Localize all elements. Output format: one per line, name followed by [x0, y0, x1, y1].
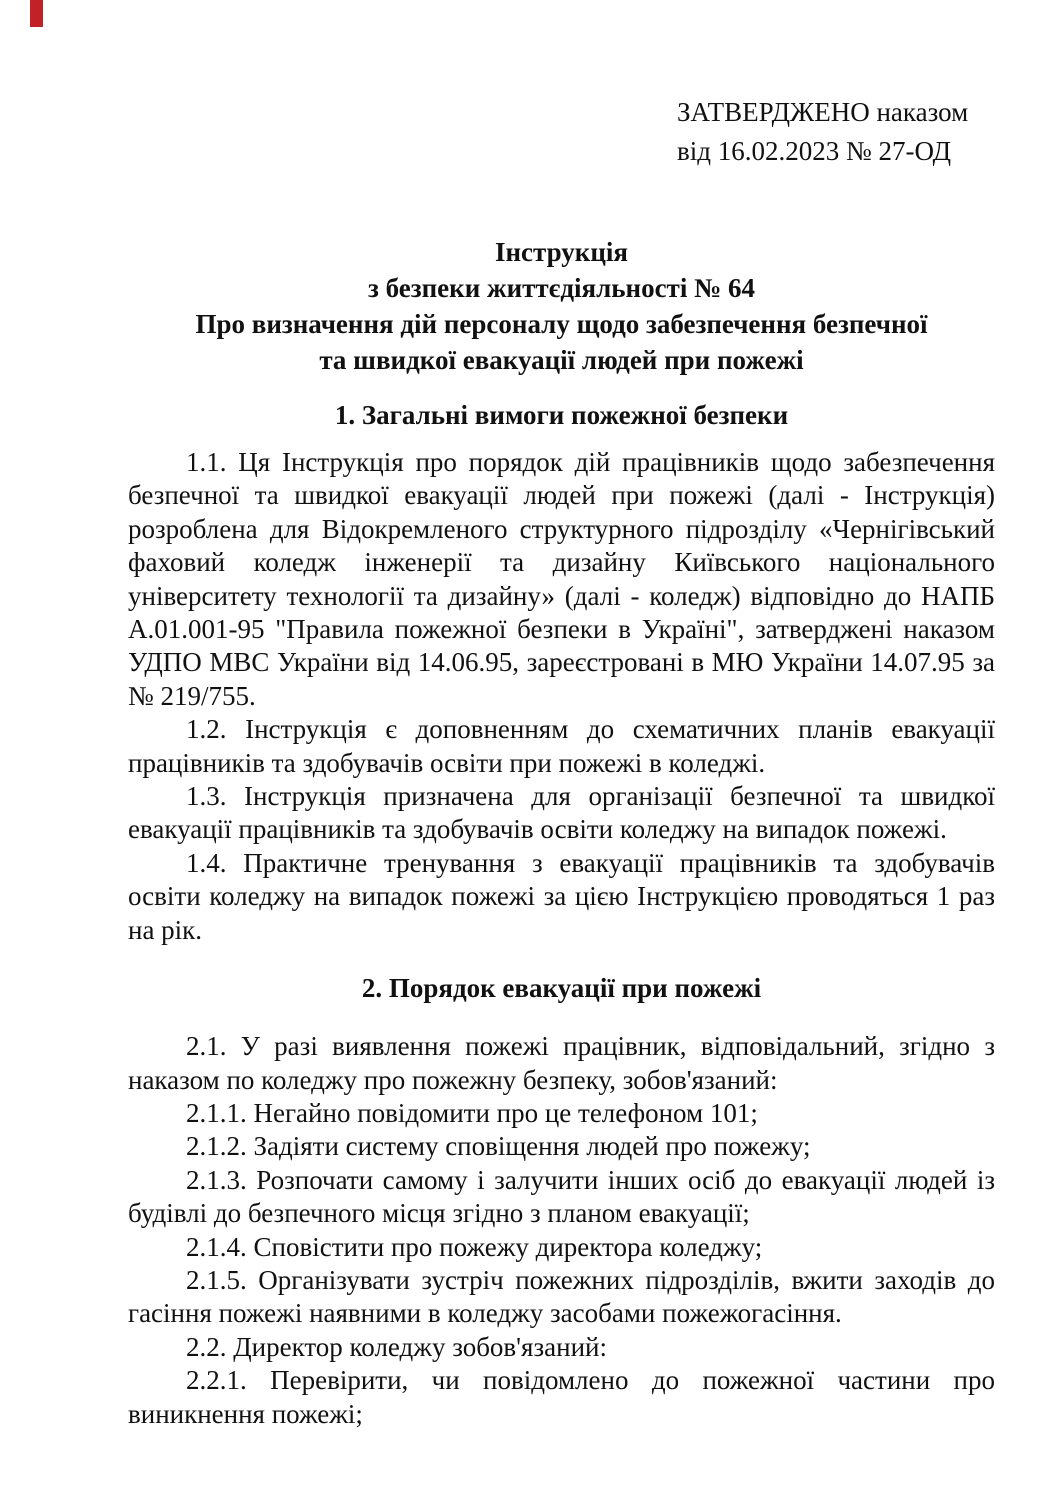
paragraph-2-2: 2.2. Директор коледжу зобов'язаний: — [186, 1331, 607, 1362]
section-1-heading: 1. Загальні вимоги пожежної безпеки — [334, 400, 789, 430]
red-corner-marker — [30, 0, 43, 27]
paragraph-2-1-1: 2.1.1. Негайно повідомити про це телефоном 101; — [186, 1097, 758, 1128]
paragraph-2-1-5: 2.1.5. Організувати зустріч пожежних підрозділів, вжити заходів до гасіння пожежі наявними в коледжу засобами пожежогасіння. — [128, 1264, 995, 1329]
section-2-heading: 2. Порядок евакуації при пожежі — [361, 973, 762, 1004]
paragraph-2-1-3: 2.1.3. Розпочати самому і залучити інших осіб до евакуації людей із будівлі до безпечного місця згідно з планом евакуації; — [128, 1164, 995, 1229]
paragraph-2-1-4: 2.1.4. Сповістити про пожежу директора коледжу; — [186, 1231, 763, 1262]
paragraph-2-2-1: 2.2.1. Перевірити, чи повідомлено до пожежної частини про виникнення пожежі; — [128, 1365, 995, 1429]
paragraph-1-3: 1.3. Інструкція призначена для організації безпечної та швидкої евакуації працівників та здобувачів освіти коледжу на випадок пожежі. — [128, 781, 995, 845]
title-line-3: Про визначення дій персоналу щодо забезпечення безпечної — [195, 309, 928, 339]
title-line-4: та швидкої евакуації людей при пожежі — [319, 345, 804, 375]
title-line-1: Інструкція — [494, 237, 629, 267]
approval-block — [677, 93, 995, 171]
approval-line-2: від 16.02.2023 № 27-ОД — [677, 136, 952, 166]
approval-line-1: ЗАТВЕРДЖЕНО наказом — [677, 97, 969, 127]
paragraph-2-1-2: 2.1.2. Задіяти систему сповіщення людей про пожежу; — [186, 1131, 811, 1162]
title-line-2: з безпеки життєдіяльності № 64 — [368, 273, 755, 303]
paragraph-1-4: 1.4. Практичне тренування з евакуації працівників та здобувачів освіти коледжу на випадок пожежі за цією Інструкцією проводяться 1 раз на рік. — [128, 847, 995, 945]
paragraph-1-2: 1.2. Інструкція є доповненням до схематичних планів евакуації працівників та здобувачів освіти при пожежі в коледжі. — [128, 714, 995, 778]
paragraph-2-1: 2.1. У разі виявлення пожежі працівник, відповідальний, згідно з наказом по коледжу про пожежну безпеку, зобов'язаний: — [128, 1031, 995, 1095]
document-title — [128, 234, 995, 378]
paragraph-1-1: 1.1. Ця Інструкція про порядок дій працівників щодо забезпечення безпечної та швидкої евакуації людей при пожежі (далі - Інструкція) розроблена для Відокремленого структурного підрозділу «Чернігівський фаховий коледж інженерії та дизайну Київського національного університету технології та дизайну» (далі - коледж) відповідно до НАПБ А.01.001-95 "Правила пожежної безпеки в Україні", затверджені наказом УДПО МВС України від 14.06.95, зареєстровані в МЮ України 14.07.95 за № 219/755. — [128, 447, 995, 711]
